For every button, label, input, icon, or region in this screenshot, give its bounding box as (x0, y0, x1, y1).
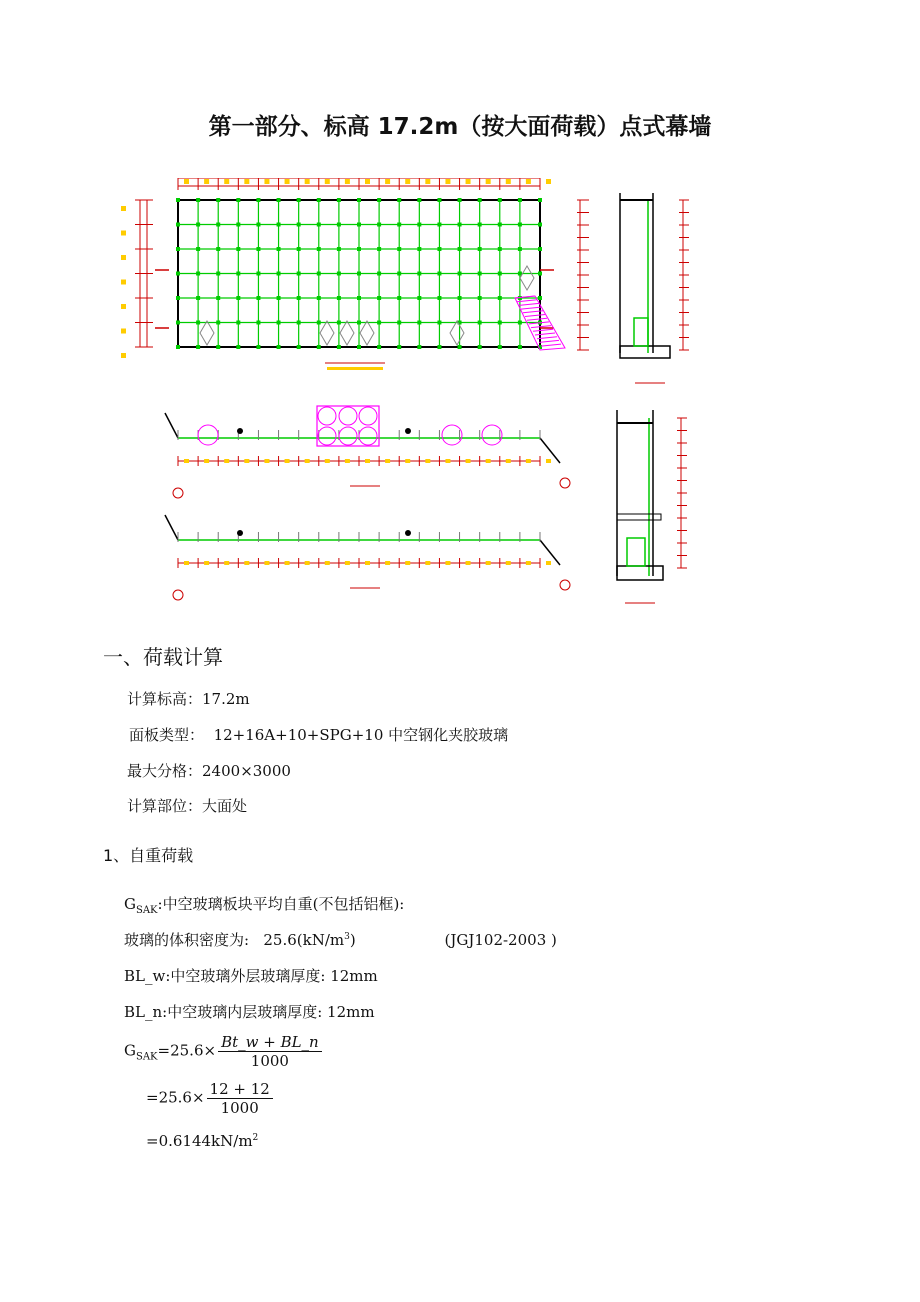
dimension-label-mark (121, 304, 126, 309)
elevation-node (538, 198, 542, 202)
elevation-node (357, 223, 361, 227)
plan-lower-axis-bubble (560, 580, 570, 590)
dimension-label-mark (466, 561, 471, 565)
dimension-label-mark (244, 561, 249, 565)
elevation-node (478, 223, 482, 227)
elevation-node (498, 345, 502, 349)
plan-upper-axis-bubble (173, 488, 183, 498)
dimension-label-mark (365, 561, 370, 565)
elevation-node (176, 223, 180, 227)
plan-upper-column-dot (405, 428, 411, 434)
plan-upper-end (165, 413, 178, 438)
section-hatch-line (539, 340, 559, 342)
elevation-node (498, 247, 502, 251)
dimension-label-mark (365, 459, 370, 463)
elevation-node (377, 272, 381, 276)
elevation-node (256, 223, 260, 227)
calc-part-line: 计算部位：大面处 (127, 797, 248, 815)
plan-fin-symbol (359, 407, 377, 425)
plan-upper-column-dot (237, 428, 243, 434)
elevation-node (377, 321, 381, 325)
dimension-label-mark (184, 459, 189, 463)
elevation-node (216, 247, 220, 251)
elevation-node (538, 247, 542, 251)
dimension-label-mark (204, 459, 209, 463)
elevation-node (297, 345, 301, 349)
dimension-label-mark (466, 459, 471, 463)
elevation-node (297, 296, 301, 300)
dimension-label-mark (285, 179, 290, 184)
dimension-label-mark (224, 179, 229, 184)
dimension-label-mark (365, 179, 370, 184)
elevation-node (437, 198, 441, 202)
curtain-wall-drawing (95, 178, 735, 618)
elevation-node (337, 223, 341, 227)
elevation-node (518, 223, 522, 227)
rib-symbol (340, 321, 354, 345)
elevation-node (196, 272, 200, 276)
elevation-node (256, 272, 260, 276)
dimension-label-mark (325, 179, 330, 184)
elevation-node (397, 296, 401, 300)
elevation-node (478, 247, 482, 251)
elevation-node (256, 247, 260, 251)
elevation-node (417, 223, 421, 227)
section-hatch-line (535, 333, 555, 335)
elevation-node (458, 198, 462, 202)
elevation-node (478, 321, 482, 325)
elevation-node (498, 223, 502, 227)
elevation-node (377, 198, 381, 202)
dimension-label-mark (425, 179, 430, 184)
dimension-label-mark (121, 353, 126, 358)
dimension-label-mark (445, 561, 450, 565)
dimension-label-mark (244, 459, 249, 463)
dimension-label-mark (184, 179, 189, 184)
glass-density-line: 玻璃的体积密度为: $25.6(kN/m^3)$ (JGJ102-2003 ) (124, 931, 557, 949)
elevation-node (437, 223, 441, 227)
dimension-label-mark (486, 561, 491, 565)
elevation-node (518, 198, 522, 202)
plan-fin-symbol (198, 425, 218, 445)
elevation-node (196, 223, 200, 227)
rib-symbol (520, 266, 534, 290)
elevation-node (196, 198, 200, 202)
elevation-node (397, 272, 401, 276)
elevation-node (417, 345, 421, 349)
elevation-node (417, 198, 421, 202)
formula-fraction-numeric: $\frac{12 + 12}{1000}$ (207, 1080, 273, 1117)
elevation-node (317, 321, 321, 325)
elevation-node (538, 223, 542, 227)
dimension-label-mark (121, 329, 126, 334)
g-sak-definition: $G_{SAK}$:中空玻璃板块平均自重(不包括铝框): (124, 895, 405, 916)
elevation-node (498, 272, 502, 276)
elevation-node (397, 198, 401, 202)
section-hatch-line (527, 318, 547, 320)
elevation-node (236, 321, 240, 325)
dimension-label-mark (425, 561, 430, 565)
elevation-node (236, 296, 240, 300)
dimension-label-mark (305, 459, 310, 463)
elevation-node (538, 272, 542, 276)
dimension-label-mark (546, 561, 551, 565)
elevation-node (458, 296, 462, 300)
elevation-node (417, 296, 421, 300)
plan-fin-symbol (318, 407, 336, 425)
dimension-label-mark (224, 561, 229, 565)
elevation-node (196, 296, 200, 300)
section-slab-mid (617, 514, 661, 520)
dimension-label-mark (466, 179, 471, 184)
plan-fin-symbol (482, 425, 502, 445)
elevation-node (196, 345, 200, 349)
formula-fraction: $\frac{Bt\_w + BL\_n}{1000}$ (218, 1033, 322, 1070)
elevation-node (437, 247, 441, 251)
elevation-node (277, 296, 281, 300)
elevation-node (337, 321, 341, 325)
elevation-node (277, 345, 281, 349)
elevation-node (458, 223, 462, 227)
dimension-label-mark (385, 459, 390, 463)
elevation-node (357, 198, 361, 202)
dimension-label-mark (305, 179, 310, 184)
page-title: 第一部分、标高 17.2m（按大面荷载）点式幕墙 (208, 114, 712, 140)
elevation-node (236, 247, 240, 251)
dimension-label-mark (121, 206, 126, 211)
elevation-node (317, 296, 321, 300)
section-heading-load-calc: 一、荷载计算 (103, 645, 223, 669)
elevation-node (498, 198, 502, 202)
dimension-label-mark (506, 179, 511, 184)
elevation-node (357, 345, 361, 349)
rib-symbol (450, 321, 464, 345)
section-slab-bottom (617, 566, 663, 580)
dimension-label-mark (486, 179, 491, 184)
dimension-label-mark (445, 459, 450, 463)
elevation-node (357, 321, 361, 325)
elevation-node (478, 296, 482, 300)
elevation-node (277, 198, 281, 202)
elevation-node (216, 198, 220, 202)
dimension-label-mark (121, 280, 126, 285)
dimension-label-mark (325, 561, 330, 565)
dimension-label-mark (264, 561, 269, 565)
elevation-node (357, 247, 361, 251)
elevation-node (297, 247, 301, 251)
dimension-label-mark (264, 459, 269, 463)
section-hatch-line (525, 315, 545, 317)
elevation-node (377, 247, 381, 251)
plan-fin-symbol (339, 407, 357, 425)
plan-lower-column-dot (237, 530, 243, 536)
elevation-node (337, 247, 341, 251)
elevation-node (236, 198, 240, 202)
section-bracket (634, 318, 648, 346)
elevation-node (458, 272, 462, 276)
plan-fin-symbol (318, 427, 336, 445)
dimension-label-mark (445, 179, 450, 184)
elevation-node (397, 345, 401, 349)
formula-line-1: $G_{SAK}=25.6\times$ $\frac{Bt\_w + BL\_n}{1000}$ (124, 1033, 322, 1070)
elevation-node (458, 345, 462, 349)
elevation-node (277, 321, 281, 325)
plan-fin-symbol (339, 427, 357, 445)
dimension-label-mark (345, 459, 350, 463)
dimension-label-mark (506, 459, 511, 463)
dimension-label-mark (405, 561, 410, 565)
elevation-node (498, 296, 502, 300)
dimension-label-mark (204, 179, 209, 184)
elevation-node (297, 223, 301, 227)
elevation-node (216, 345, 220, 349)
section-hatch-line (521, 307, 541, 309)
elevation-node (478, 272, 482, 276)
dimension-label-mark (184, 561, 189, 565)
dimension-label-mark (264, 179, 269, 184)
elevation-node (277, 247, 281, 251)
dimension-label-mark (546, 459, 551, 463)
elevation-node (216, 296, 220, 300)
elevation-node (337, 296, 341, 300)
elevation-node (236, 345, 240, 349)
elevation-node (437, 321, 441, 325)
elevation-node (216, 272, 220, 276)
calc-height-line: 计算标高：17.2m (127, 690, 250, 708)
rib-symbol (360, 321, 374, 345)
dimension-label-mark (486, 459, 491, 463)
elevation-node (317, 223, 321, 227)
dimension-label-mark (345, 561, 350, 565)
elevation-node (498, 321, 502, 325)
elevation-node (196, 247, 200, 251)
dimension-label-mark (506, 561, 511, 565)
elevation-node (397, 321, 401, 325)
elevation-node (176, 247, 180, 251)
elevation-node (337, 272, 341, 276)
plan-lower-axis-bubble (173, 590, 183, 600)
elevation-node (437, 272, 441, 276)
outer-glass-thickness-line: BL_w:中空玻璃外层玻璃厚度: 12mm (124, 967, 378, 985)
elevation-node (176, 198, 180, 202)
section-slab-bottom (620, 346, 670, 358)
elevation-node (357, 296, 361, 300)
plan-upper-axis-bubble (560, 478, 570, 488)
dimension-label-mark (385, 561, 390, 565)
dimension-label-mark (385, 179, 390, 184)
section-heading-self-weight: 1、自重荷载 (103, 846, 194, 865)
elevation-node (216, 223, 220, 227)
section-hatch-line (533, 329, 553, 331)
dimension-label-mark (345, 179, 350, 184)
dimension-label-mark (244, 179, 249, 184)
elevation-node (176, 321, 180, 325)
elevation-node (357, 272, 361, 276)
elevation-node (317, 247, 321, 251)
elevation-node (538, 296, 542, 300)
panel-type-line: 面板类型： 12+16A+10+SPG+10 中空钢化夹胶玻璃 (129, 726, 509, 744)
elevation-node (397, 247, 401, 251)
elevation-node (176, 345, 180, 349)
elevation-node (297, 198, 301, 202)
max-grid-line: 最大分格：2400×3000 (127, 762, 291, 780)
scale-bar-label (327, 367, 383, 370)
dimension-label-mark (526, 561, 531, 565)
elevation-node (216, 321, 220, 325)
dimension-label-mark (425, 459, 430, 463)
dimension-label-mark (121, 231, 126, 236)
elevation-node (478, 198, 482, 202)
elevation-node (478, 345, 482, 349)
elevation-node (437, 296, 441, 300)
inner-glass-thickness-line: BL_n:中空玻璃内层玻璃厚度: 12mm (124, 1003, 375, 1021)
dimension-label-mark (526, 459, 531, 463)
plan-feature-box (317, 406, 379, 446)
dimension-label-mark (305, 561, 310, 565)
dimension-label-mark (405, 459, 410, 463)
section-hatch-line (519, 303, 539, 305)
dimension-label-mark (204, 561, 209, 565)
elevation-node (377, 223, 381, 227)
plan-lower-column-dot (405, 530, 411, 536)
elevation-node (518, 321, 522, 325)
elevation-node (236, 223, 240, 227)
elevation-node (417, 321, 421, 325)
dimension-label-mark (325, 459, 330, 463)
elevation-node (196, 321, 200, 325)
elevation-node (297, 321, 301, 325)
rib-symbol (200, 321, 214, 345)
dimension-label-mark (526, 179, 531, 184)
elevation-node (377, 345, 381, 349)
rib-symbol (320, 321, 334, 345)
elevation-node (337, 345, 341, 349)
elevation-node (417, 272, 421, 276)
dimension-label-mark (121, 255, 126, 260)
elevation-node (317, 272, 321, 276)
elevation-node (458, 247, 462, 251)
plan-fin-symbol (442, 425, 462, 445)
dimension-label-mark (285, 561, 290, 565)
elevation-node (256, 345, 260, 349)
plan-fin-symbol (359, 427, 377, 445)
elevation-node (236, 272, 240, 276)
elevation-node (256, 321, 260, 325)
elevation-node (256, 296, 260, 300)
elevation-node (317, 345, 321, 349)
elevation-node (277, 272, 281, 276)
formula-line-2: =25.6× $\frac{12 + 12}{1000}$ (146, 1080, 273, 1117)
section-bracket (627, 538, 645, 566)
dimension-label-mark (224, 459, 229, 463)
section-hatch-line (541, 344, 561, 346)
elevation-node (518, 247, 522, 251)
formula-result-line: $=0.6144kN/m^2$ (146, 1132, 259, 1150)
elevation-node (277, 223, 281, 227)
elevation-node (297, 272, 301, 276)
elevation-node (518, 345, 522, 349)
dimension-label-mark (405, 179, 410, 184)
elevation-node (256, 198, 260, 202)
dimension-label-mark (285, 459, 290, 463)
elevation-node (176, 296, 180, 300)
elevation-node (397, 223, 401, 227)
elevation-node (377, 296, 381, 300)
plan-lower-end (165, 515, 178, 540)
elevation-node (317, 198, 321, 202)
elevation-node (437, 345, 441, 349)
elevation-node (337, 198, 341, 202)
dimension-label-mark (546, 179, 551, 184)
elevation-node (176, 272, 180, 276)
elevation-node (417, 247, 421, 251)
